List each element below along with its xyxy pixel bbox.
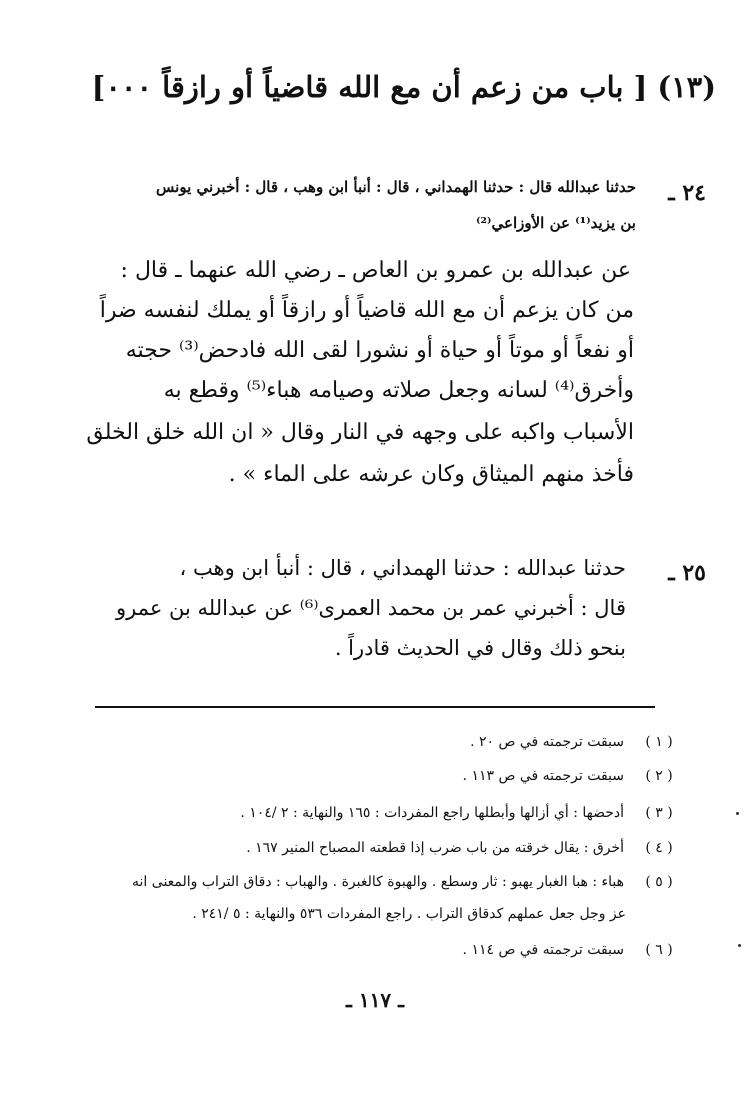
- hadith-25-line-3: بنحو ذلك وقال في الحديث قادراً .: [334, 636, 626, 660]
- footnote-5-continuation: عز وجل جعل عملهم كدقاق التراب . راجع المفردات ٥٣٦ والنهاية : ٥ /٢٤١ .: [192, 906, 626, 922]
- footnote-text: هباء : هبا الغبار يهبو : ثار وسطع . والهبوة كالغبرة . والهباب : دقاق التراب والمعنى انه: [132, 874, 624, 890]
- scan-speck: [738, 944, 741, 947]
- isnad-line-2: بن يزيد⁽¹⁾ عن الأوزاعي⁽²⁾: [476, 214, 636, 232]
- footnote-5: [14, 874, 694, 890]
- hadith-number-24: ٢٤ ـ: [668, 180, 706, 206]
- footnote-mark: ( ٤ ): [645, 840, 673, 856]
- footnote-mark: ( ٥ ): [645, 874, 673, 890]
- scan-speck: [736, 812, 739, 815]
- hadith-24-line-3: أو نفعاً أو موتاً أو حياة أو نشورا لقى الله فادحض⁽³⁾ حجته: [125, 338, 634, 363]
- page-number: ـ ١١٧ ـ: [346, 988, 404, 1012]
- hadith-24-line-6: فأخذ منهم الميثاق وكان عرشه على الماء » .: [228, 462, 634, 487]
- hadith-25-line-2: قال : أخبرني عمر بن محمد العمرى⁽⁶⁾ عن عبدالله بن عمرو: [115, 596, 626, 620]
- hadith-24-line-4: وأخرق⁽⁴⁾ لسانه وجعل صلاته وصيامه هباء⁽⁵⁾ وقطع به: [163, 378, 634, 403]
- footnote-6: [44, 942, 694, 958]
- footnote-mark: ( ١ ): [645, 734, 673, 750]
- footnote-text: أدحضها : أي أزالها وأبطلها راجع المفردات : ١٦٥ والنهاية : ٢ /١٠٤ .: [240, 805, 624, 821]
- footnote-3: [44, 805, 694, 821]
- footnote-separator: [95, 706, 655, 708]
- hadith-24-line-1: عن عبدالله بن عمرو بن العاص ـ رضي الله عنهما ـ قال :: [120, 258, 631, 283]
- isnad-line-1: حدثنا عبدالله قال : حدثنا الهمداني ، قال : أنبأ ابن وهب ، قال : أخبرني يونس: [156, 178, 636, 196]
- footnote-text: أخرق : يقال خرقته من باب ضرب إذا قطعته المصباح المنير ١٦٧ .: [246, 840, 624, 856]
- footnote-text: سبقت ترجمته في ص ٢٠ .: [470, 734, 624, 750]
- footnote-text: سبقت ترجمته في ص ١١٤ .: [462, 942, 624, 958]
- hadith-number-25: ٢٥ ـ: [668, 560, 706, 586]
- hadith-24-line-2: من كان يزعم أن مع الله قاضياً أو رازقاً أو يملك لنفسه ضراً: [99, 298, 634, 323]
- footnote-4: [44, 840, 694, 856]
- footnote-mark: ( ٣ ): [645, 805, 673, 821]
- footnote-2: [44, 768, 694, 784]
- footnote-mark: ( ٢ ): [645, 768, 673, 784]
- footnote-mark: ( ٦ ): [645, 942, 673, 958]
- footnote-1: [44, 734, 694, 750]
- chapter-heading: (١٣) [ باب من زعم أن مع الله قاضياً أو رازقاً ٠٠٠]: [91, 70, 716, 104]
- hadith-25-line-1: حدثنا عبدالله : حدثنا الهمداني ، قال : أنبأ ابن وهب ،: [179, 556, 626, 580]
- footnote-text: سبقت ترجمته في ص ١١٣ .: [462, 768, 624, 784]
- hadith-24-line-5: الأسباب واكبه على وجهه في النار وقال « ان الله خلق الخلق: [86, 420, 634, 445]
